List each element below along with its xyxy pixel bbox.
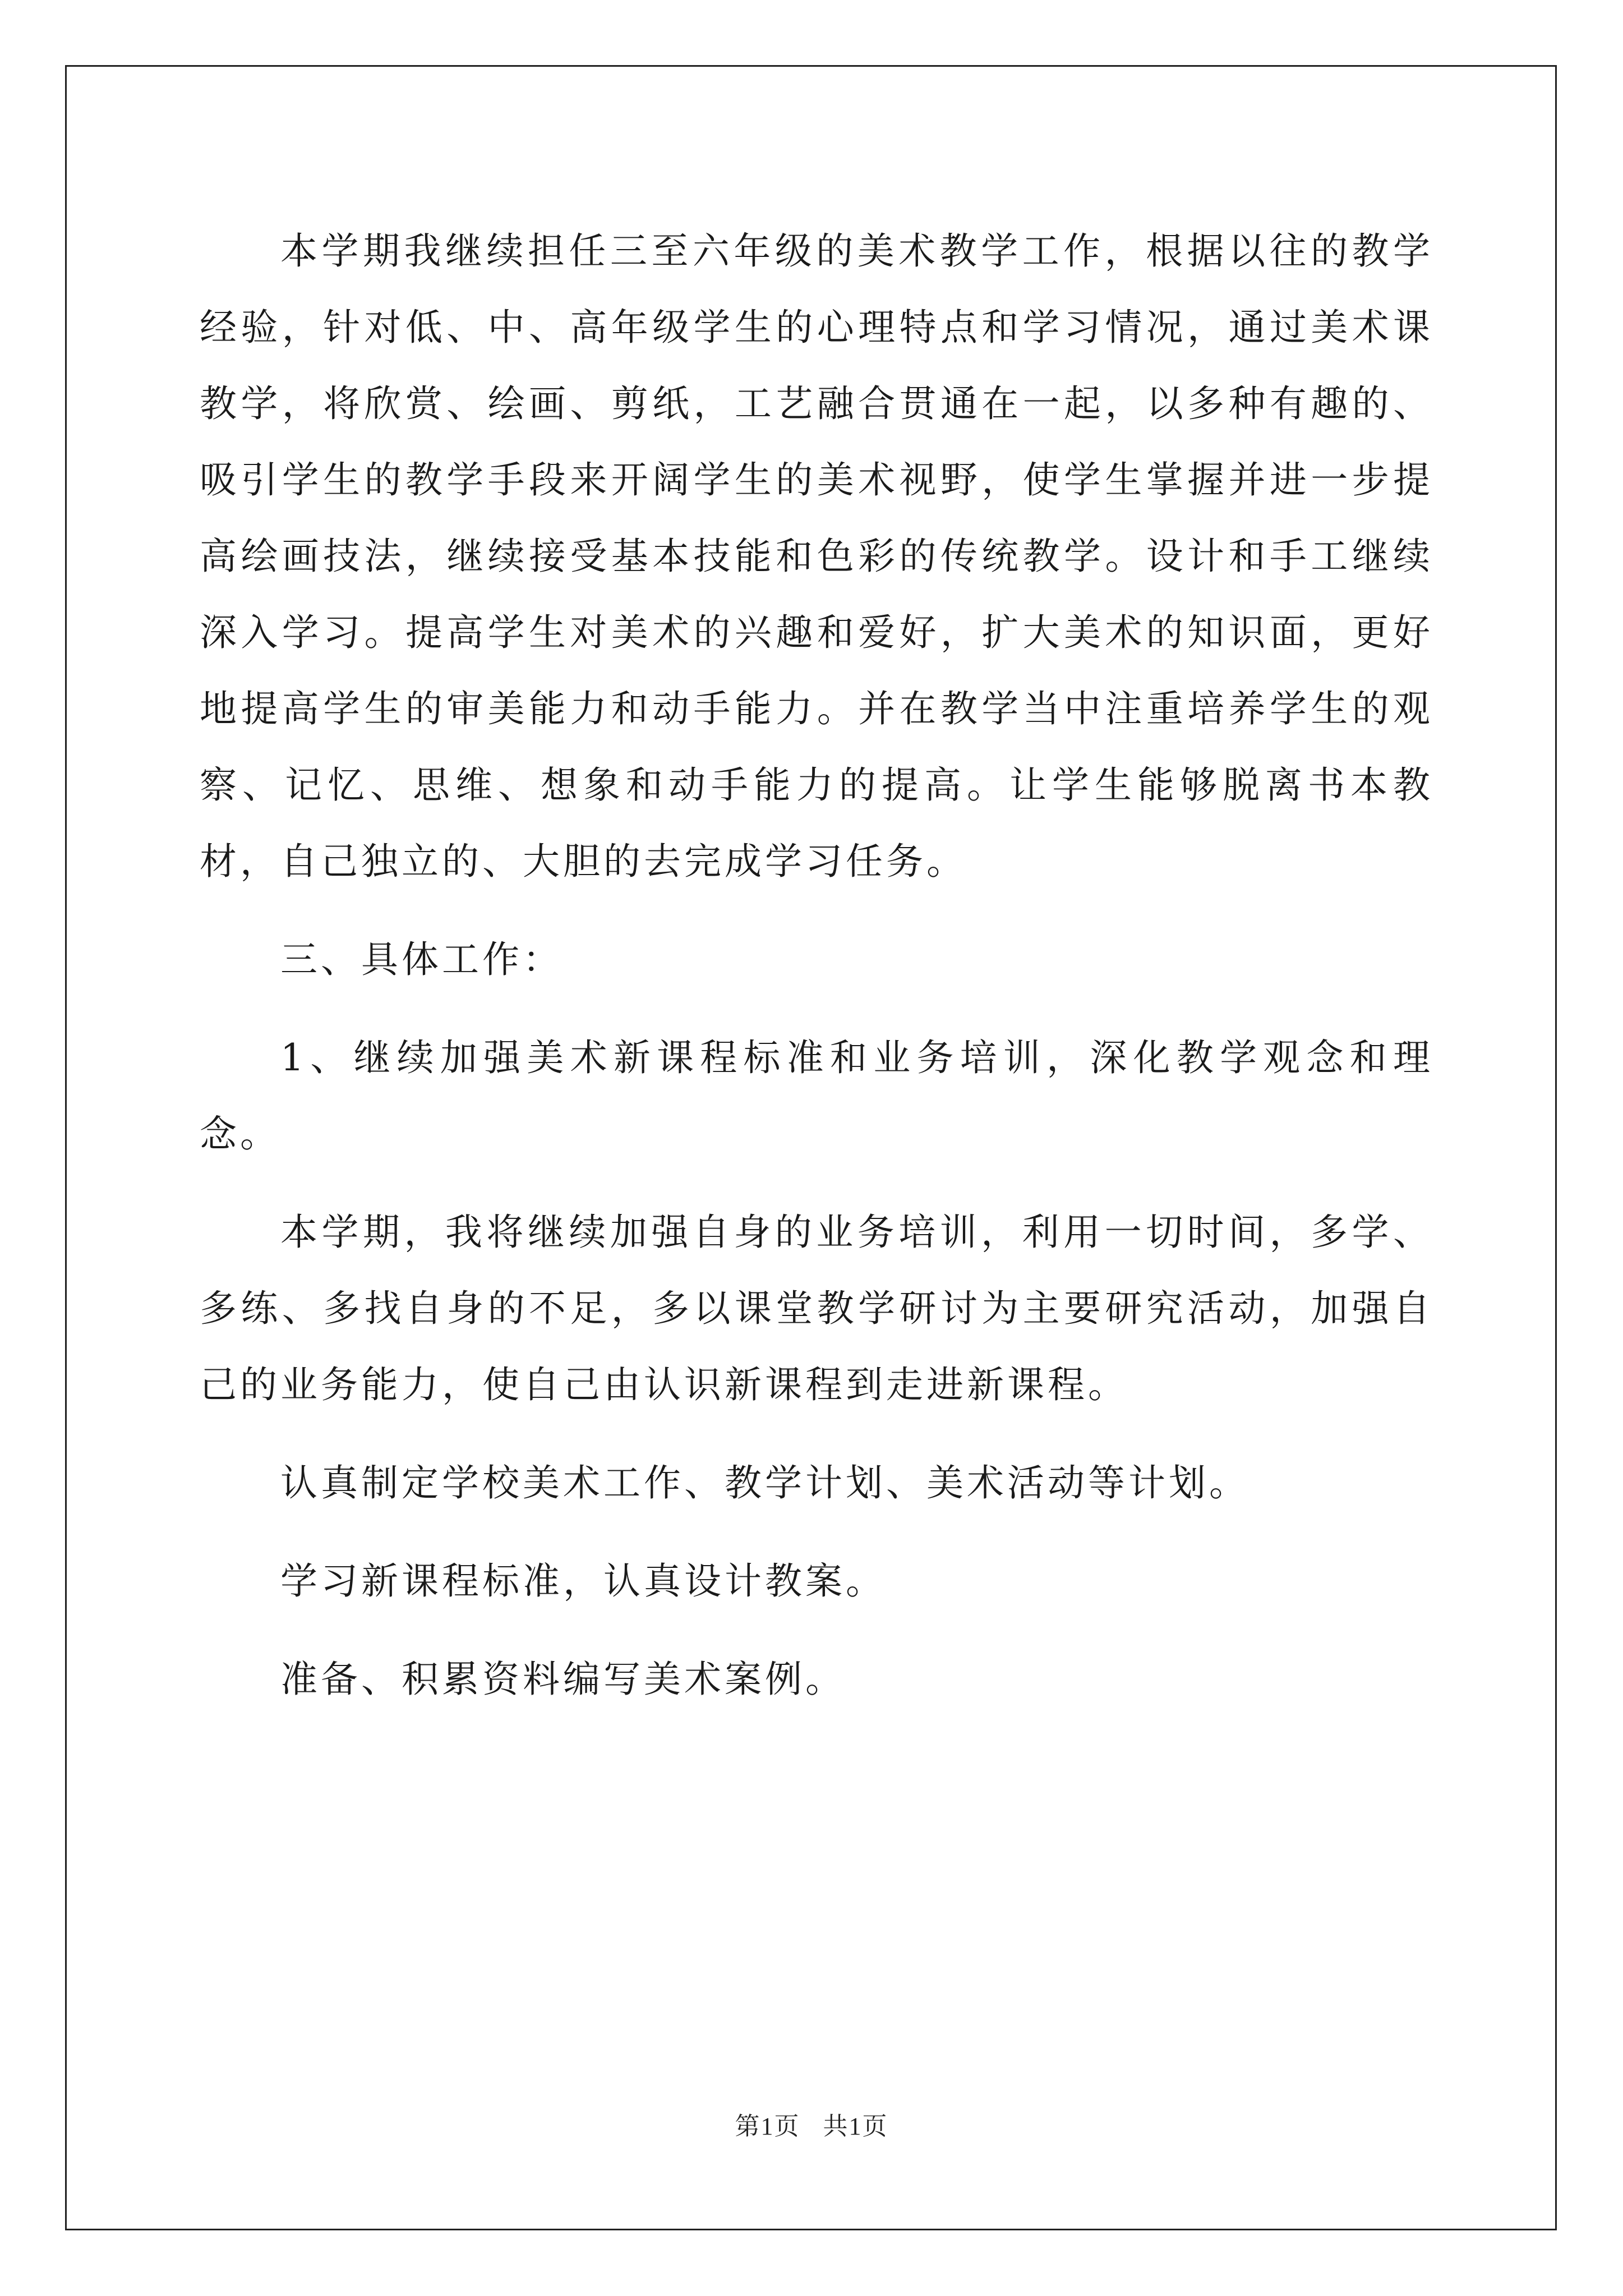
section-heading: 三、具体工作： [280, 938, 563, 981]
paragraph-curriculum: 学习新课程标准，认真设计教案。 [280, 1559, 886, 1603]
page-total: 共1页 [823, 2113, 888, 2140]
paragraph-training: 本学期，我将继续加强自身的业务培训，利用一切时间，多学、多练、多找自身的不足，多以课堂教学研讨为主要研究活动，加强自己的业务能力，使自己由认识新课程到走进新课程。 [200, 1211, 1433, 1406]
paragraph-plan: 认真制定学校美术工作、教学计划、美术活动等计划。 [280, 1461, 1249, 1504]
page-footer [0, 2106, 1623, 2142]
paragraph-intro: 本学期我继续担任三至六年级的美术教学工作，根据以往的教学经验，针对低、中、高年级学生的心理特点和学习情况，通过美术课教学，将欣赏、绘画、剪纸，工艺融合贯通在一起，以多种有趣的、吸引学生的教学手段来开阔学生的美术视野，使学生掌握并进一步提高绘画技法，继续接受基本技能和色彩的传统教学。设计和手工继续深入学习。提高学生对美术的兴趣和爱好，扩大美术的知识面，更好地提高学生的审美能力和动手能力。并在教学当中注重培养学生的观察、记忆、思维、想象和动手能力的提高。让学生能够脱离书本教材，自己独立的、大胆的去完成学习任务。 [200, 229, 1433, 883]
page-number: 第1页 [735, 2113, 800, 2140]
document-body [200, 213, 1433, 1740]
list-item-1: 1、继续加强美术新课程标准和业务培训，深化教学观念和理念。 [200, 1036, 1433, 1156]
paragraph-materials: 准备、积累资料编写美术案例。 [280, 1658, 846, 1701]
